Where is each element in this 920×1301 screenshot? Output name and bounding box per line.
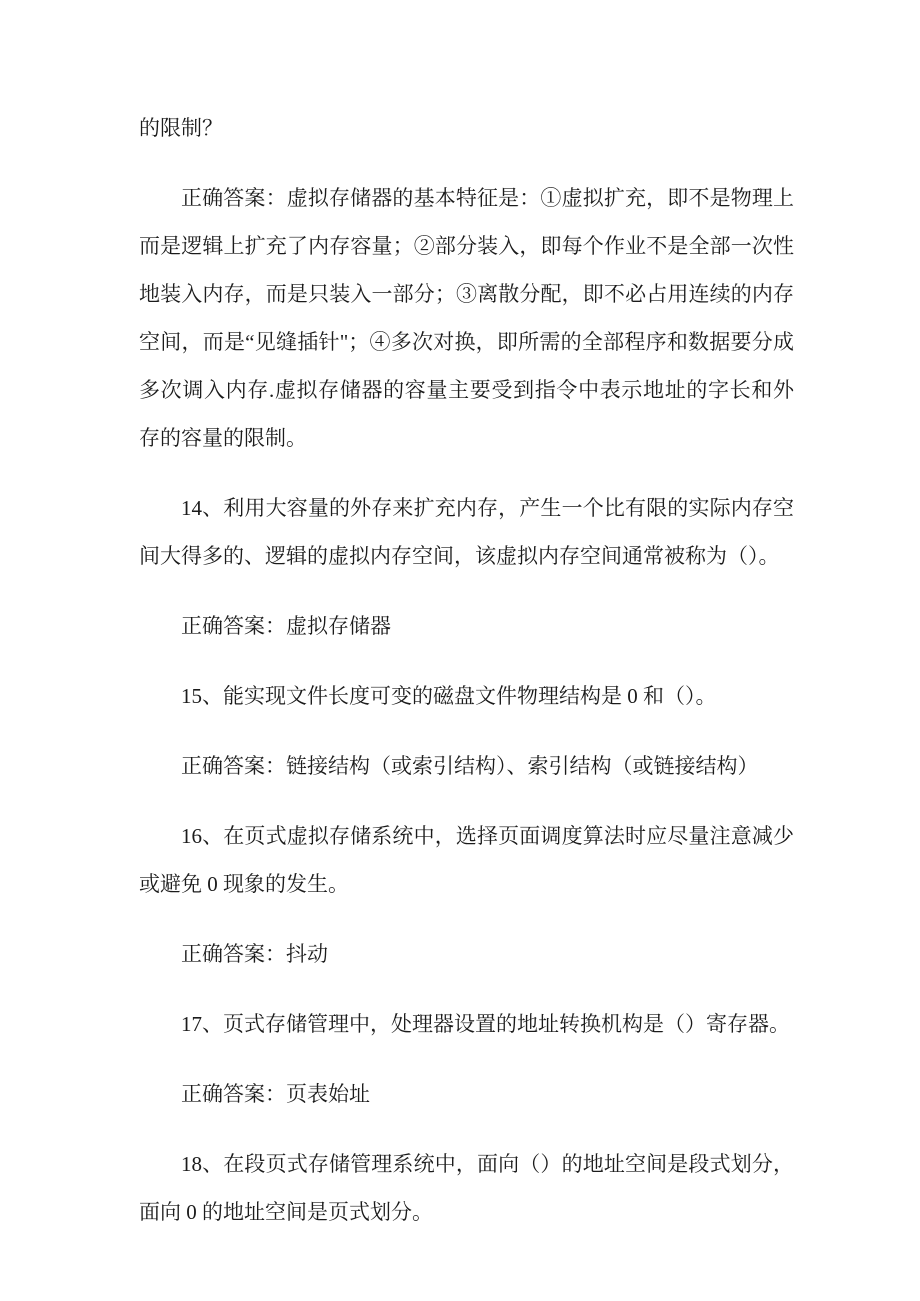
answer-16: 正确答案：抖动 [181,942,328,966]
answer-13: 正确答案：虚拟存储器的基本特征是：①虚拟扩充，即不是物理上而是逻辑上扩充了内存容量；②部分装入，即每个作业不是全部一次性地装入内存，而是只装入一部分；③离散分配，即不必占用连续的内存空间，而是“见缝插针"；④多次对换，即所需的全部程序和数据要分成多次调入内存.虚拟存储器的容量主要受到指令中表示地址的字长和外存的容量的限制。 [139,186,794,450]
question-18: 18、在段页式存储管理系统中，面向（）的地址空间是段式划分，面向 0 的地址空间是页式划分。 [139,1152,794,1224]
question-13-continuation: 的限制？ [139,116,223,140]
question-17: 17、页式存储管理中，处理器设置的地址转换机构是（）寄存器。 [181,1012,790,1036]
question-16: 16、在页式虚拟存储系统中，选择页面调度算法时应尽量注意减少或避免 0 现象的发生。 [139,824,794,896]
answer-15: 正确答案：链接结构（或索引结构）、索引结构（或链接结构） [181,754,759,778]
answer-17: 正确答案：页表始址 [181,1082,370,1106]
answer-14: 正确答案：虚拟存储器 [181,614,391,638]
question-15: 15、能实现文件长度可变的磁盘文件物理结构是 0 和（）。 [181,684,717,708]
question-14: 14、利用大容量的外存来扩充内存，产生一个比有限的实际内存空间大得多的、逻辑的虚拟内存空间，该虚拟内存空间通常被称为（）。 [139,496,794,568]
